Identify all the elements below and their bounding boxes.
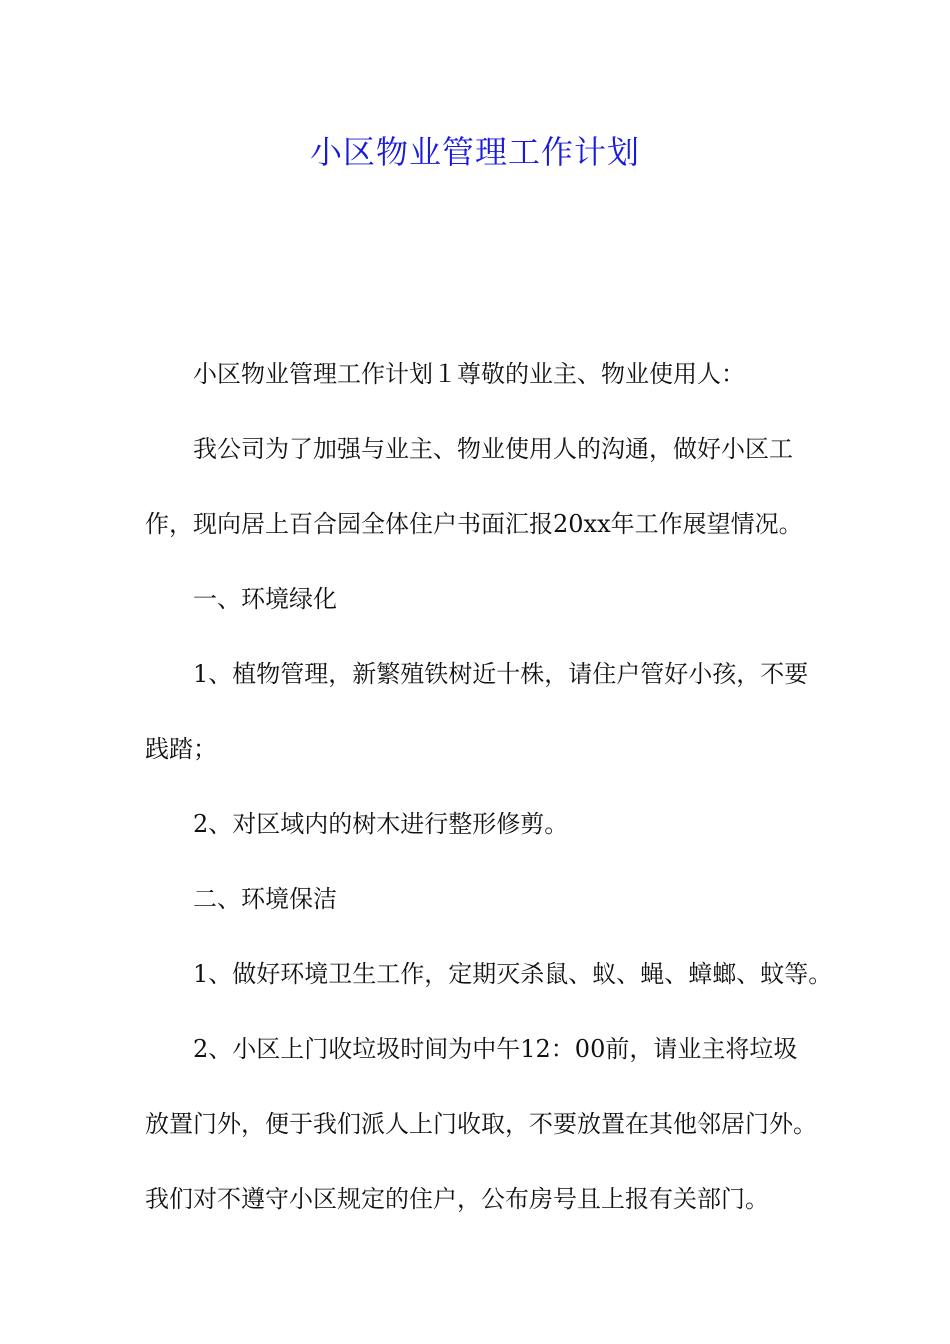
paragraph-line: 二、环境保洁	[193, 885, 337, 913]
section-heading-greening	[145, 562, 820, 637]
paragraph-line: 2、对区域内的树木进行整形修剪。	[193, 810, 569, 838]
document-body	[145, 337, 833, 1237]
paragraph-line: 我公司为了加强与业主、物业使用人的沟通，做好小区工	[193, 435, 793, 463]
paragraph-line: 作，现向居上百合园全体住户书面汇报20xx年工作展望情况。	[145, 510, 803, 538]
paragraph-garbage-collection	[145, 1012, 820, 1237]
paragraph-plant-management	[145, 637, 820, 787]
paragraph-greeting	[145, 337, 820, 412]
paragraph-line: 一、环境绿化	[193, 585, 337, 613]
paragraph-line: 我们对不遵守小区规定的住户，公布房号且上报有关部门。	[145, 1185, 769, 1213]
paragraph-line: 放置门外，便于我们派人上门收取，不要放置在其他邻居门外。	[145, 1110, 817, 1138]
paragraph-line: 2、小区上门收垃圾时间为中午12：00前，请业主将垃圾	[193, 1035, 798, 1063]
paragraph-line: 1、植物管理，新繁殖铁树近十株，请住户管好小孩，不要	[193, 660, 809, 688]
paragraph-sanitation	[145, 937, 833, 1012]
paragraph-line: 践踏；	[145, 735, 217, 763]
paragraph-line: 小区物业管理工作计划１尊敬的业主、物业使用人：	[193, 360, 745, 388]
paragraph-tree-pruning	[145, 787, 820, 862]
paragraph-intro	[145, 412, 820, 562]
document-title: 小区物业管理工作计划	[309, 133, 640, 171]
paragraph-line: 1、做好环境卫生工作，定期灭杀鼠、蚁、蝇、蟑螂、蚊等。	[193, 960, 833, 988]
section-heading-cleaning	[145, 862, 820, 937]
